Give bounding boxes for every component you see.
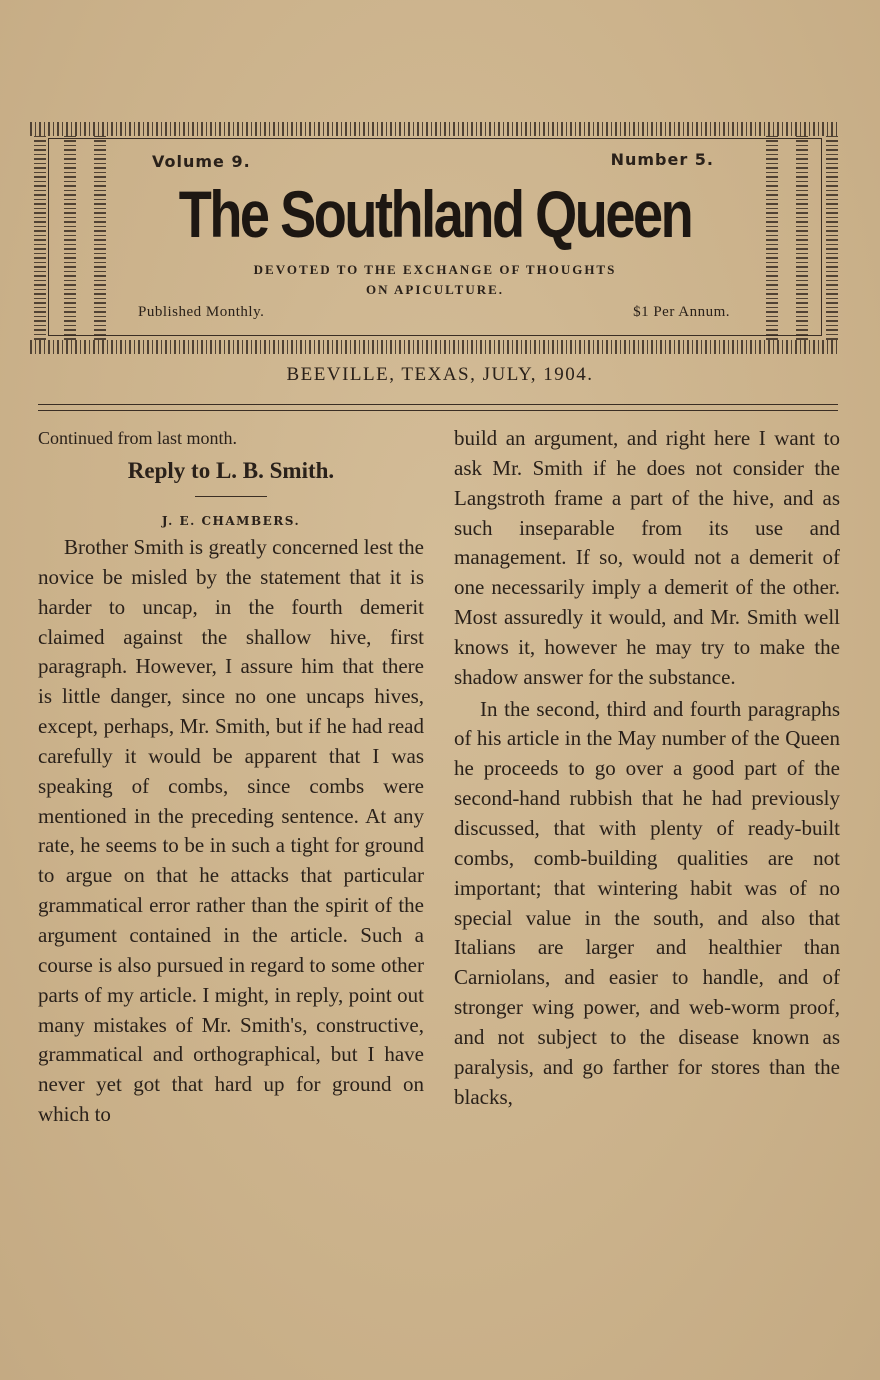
ornamental-border-left-outer (34, 136, 46, 340)
publication-frequency: Published Monthly. (138, 304, 265, 320)
tagline (30, 260, 840, 300)
volume-label: Volume 9. (152, 152, 251, 171)
ornamental-border-bottom (30, 340, 840, 354)
divider-rule-thin (38, 410, 838, 411)
body-paragraph: In the second, third and fourth paragraphs of his article in the May number of the Queen he proceeds to go over a good part of the second-hand rubbish that he had previously discussed, that with plenty of ready-built combs, comb-building qualities are not important; that wintering habit was of no special value in the south, and also that Italians are larger and healthier than Carniolans, and easier to handle, and of stronger wing power, and web-worm proof, and not subject to the disease known as paralysis, and go farther for stores than the blacks, (454, 696, 840, 1109)
ornamental-border-top (30, 122, 840, 136)
ornamental-border-right-outer (826, 136, 838, 340)
divider-rule (38, 404, 838, 405)
tagline-line-2: ON APICULTURE. (365, 282, 505, 297)
body-paragraph: Brother Smith is greatly concerned lest the novice be misled by the statement that it is harder to uncap, in the fourth demerit claimed against the shallow hive, first paragraph. However, I assure him that there is little danger, since no one uncaps hives, except, perhaps, Mr. Smith, but if he had read carefully it would be apparent that I was speaking of combs, since combs were mentioned in the preceding sentence. At any rate, he seems to be in such a tight for ground to argue on that he attacks that particular grammatical error rather than the spirit of the argument contained in the article. Such a course is also pursued in regard to some other parts of my article. I might, in reply, point out many mistakes of Mr. Smith's, constructive, grammatical and orthographical, but I have never yet got that hard up for ground on which to (38, 535, 424, 1127)
masthead (30, 122, 840, 354)
number-label: Number 5. (610, 150, 714, 169)
continued-note: Continued from last month. (38, 428, 237, 448)
article-heading: Reply to L. B. Smith. (127, 458, 335, 483)
article-author: J. E. CHAMBERS. (161, 514, 301, 528)
left-column (38, 424, 424, 1130)
right-column (454, 424, 840, 1112)
tagline-line-1: DEVOTED TO THE EXCHANGE OF THOUGHTS (253, 262, 617, 277)
dateline: BEEVILLE, TEXAS, JULY, 1904. (286, 364, 594, 385)
body-paragraph: build an argument, and right here I want to ask Mr. Smith if he does not consider the Langstroth frame a part of the hive, and as such inseparable from its use and management. If so, would not a demerit of one necessarily imply a demerit of the other. Most assuredly it would, and Mr. Smith well knows it, however he may try to make the shadow answer for the substance. (454, 426, 840, 689)
heading-rule (195, 496, 267, 497)
subscription-price: $1 Per Annum. (633, 304, 730, 320)
publication-title: The Southland Queen (178, 177, 692, 251)
